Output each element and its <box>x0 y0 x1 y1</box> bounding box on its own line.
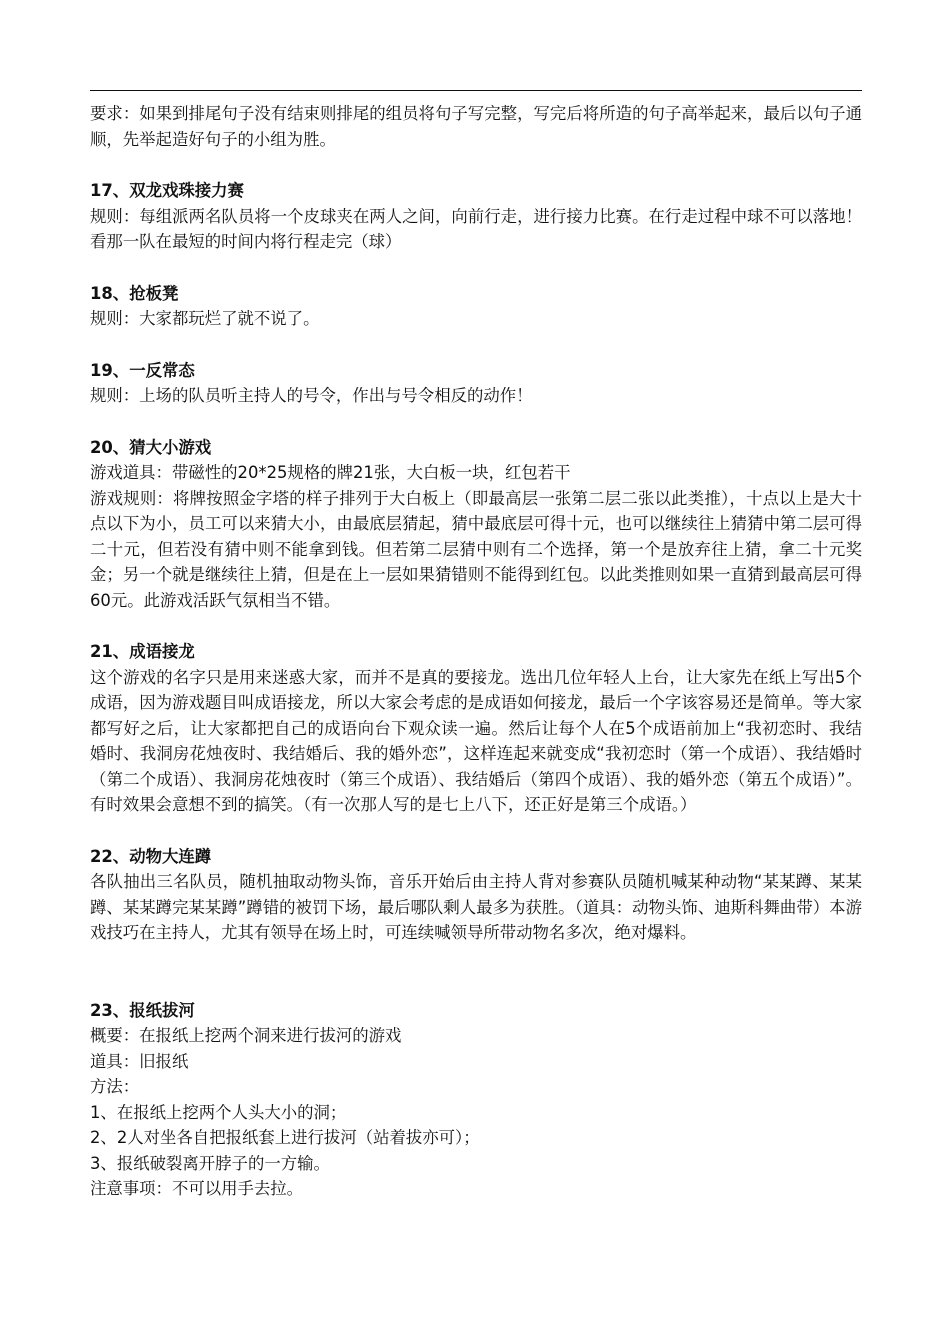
section-gap <box>90 409 862 435</box>
game-section-20 <box>90 435 862 614</box>
section-text: 规则：每组派两名队员将一个皮球夹在两人之间，向前行走，进行接力比赛。在行走过程中球不可以落地！看那一队在最短的时间内将行程走完（球） <box>90 206 862 251</box>
section-heading: 22、动物大连蹲 <box>90 846 212 866</box>
section-line: 注意事项：不可以用手去拉。 <box>90 1179 304 1198</box>
section-gap <box>90 613 862 639</box>
game-section-21 <box>90 639 862 818</box>
document-body <box>90 101 862 1202</box>
section-gap <box>90 152 862 178</box>
section-heading: 23、报纸拔河 <box>90 1000 195 1020</box>
section-text: 规则：上场的队员听主持人的号令，作出与号令相反的动作！ <box>90 386 533 405</box>
section-line: 道具：旧报纸 <box>90 1051 189 1071</box>
game-section-22 <box>90 844 862 946</box>
section-heading: 19、一反常态 <box>90 360 195 380</box>
section-line: 1、在报纸上挖两个人头大小的洞； <box>90 1102 347 1122</box>
section-line: 2、2人对坐各自把报纸套上进行拔河（站着拔亦可）； <box>90 1128 480 1147</box>
section-heading: 21、成语接龙 <box>90 642 195 661</box>
game-section-19 <box>90 358 862 409</box>
header-rule <box>90 90 862 91</box>
section-line: 3、报纸破裂离开脖子的一方输。 <box>90 1153 330 1173</box>
section-gap <box>90 818 862 844</box>
section-text: 各队抽出三名队员，随机抽取动物头饰，音乐开始后由主持人背对参赛队员随机喊某种动物“某某蹲、某某蹲、某某蹲完某某蹲”蹲错的被罚下场，最后哪队剩人最多为获胜。（道具：动物头饰、迪斯科舞曲带）本游戏技巧在主持人，尤其有领导在场上时，可连续喊领导所带动物名多次，绝对爆料。 <box>90 872 862 942</box>
section-line: 概要：在报纸上挖两个洞来进行拔河的游戏 <box>90 1026 402 1045</box>
section-heading: 20、猜大小游戏 <box>90 437 212 457</box>
section-text: 规则：大家都玩烂了就不说了。 <box>90 309 320 328</box>
game-section-23 <box>90 998 862 1202</box>
section-heading: 17、双龙戏珠接力赛 <box>90 181 244 200</box>
game-section-18 <box>90 281 862 332</box>
game-section-17 <box>90 178 862 255</box>
section-gap <box>90 332 862 358</box>
section-gap-large <box>90 946 862 998</box>
section-text: 游戏规则：将牌按照金字塔的样子排列于大白板上（即最高层一张第二层二张以此类推），十点以上是大十点以下为小，员工可以来猜大小，由最底层猜起，猜中最底层可得十元，也可以继续往上猜猜中第二层可得二十元，但若没有猜中则不能拿到钱。但若第二层猜中则有二个选择，第一个是放弃往上猜，拿二十元奖金；另一个就是继续往上猜，但是在上一层如果猜错则不能得到红包。以此类推则如果一直猜到最高层可得60元。此游戏活跃气氛相当不错。 <box>90 488 862 610</box>
continued-requirement: 要求：如果到排尾句子没有结束则排尾的组员将句子写完整，写完后将所造的句子高举起来，最后以句子通顺，先举起造好句子的小组为胜。 <box>90 104 862 149</box>
section-heading: 18、抢板凳 <box>90 283 179 303</box>
section-text: 游戏道具：带磁性的20*25规格的牌21张，大白板一块，红包若干 <box>90 463 571 482</box>
section-gap <box>90 255 862 281</box>
section-text: 这个游戏的名字只是用来迷惑大家，而并不是真的要接龙。选出几位年轻人上台，让大家先在纸上写出5个成语，因为游戏题目叫成语接龙，所以大家会考虑的是成语如何接龙，最后一个字该容易还是简单。等大家都写好之后，让大家都把自己的成语向台下观众读一遍。然后让每个人在5个成语前加上“我初恋时、我结婚时、我洞房花烛夜时、我结婚后、我的婚外恋”，这样连起来就变成“我初恋时（第一个成语）、我结婚时（第二个成语）、我洞房花烛夜时（第三个成语）、我结婚后（第四个成语）、我的婚外恋（第五个成语）”。有时效果会意想不到的搞笑。（有一次那人写的是七上八下，还正好是第三个成语。） <box>90 667 862 814</box>
section-line: 方法： <box>90 1077 140 1096</box>
